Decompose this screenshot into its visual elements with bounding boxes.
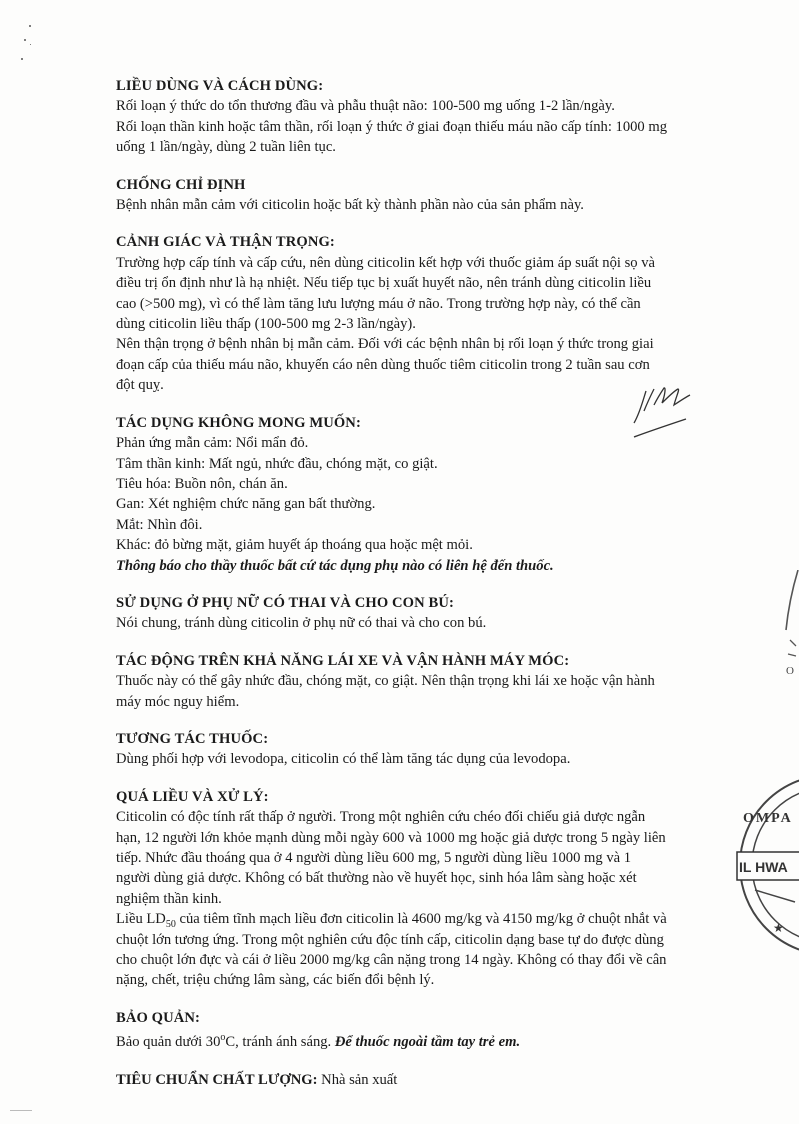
section-heading: CHỐNG CHỈ ĐỊNH <box>116 176 246 193</box>
text-line: máy móc nguy hiểm. <box>116 693 240 710</box>
stamp-star-icon: ★ <box>773 921 784 935</box>
pregnancy-section <box>116 593 728 634</box>
storage-emphasis: Để thuốc ngoài tầm tay trẻ em. <box>334 1034 521 1051</box>
text-line: Khác: đỏ bừng mặt, giảm huyết áp thoáng qua hoặc mệt mỏi. <box>116 537 473 554</box>
quality-line <box>116 1070 728 1090</box>
scan-speck <box>24 39 26 41</box>
text-line: Dùng phối hợp với levodopa, citicolin có thể làm tăng tác dụng của levodopa. <box>116 751 571 768</box>
dosage-section <box>116 76 728 158</box>
section-heading: CẢNH GIÁC VÀ THẬN TRỌNG: <box>116 234 335 251</box>
scan-speck <box>30 44 31 45</box>
text-line: uống 1 lần/ngày, dùng 2 tuần liên tục. <box>116 139 336 156</box>
text-line: cao (>500 mg), vì có thể làm tăng lưu lượng máu ở não. Trong trường hợp này, có thể cần <box>116 295 641 312</box>
text-line: điều trị ổn định như là hạ nhiệt. Nếu tiếp tục bị xuất huyết não, nên tránh dùng citicolin liều <box>116 275 652 292</box>
text-line: đột quỵ. <box>116 377 164 394</box>
text-line: cho chuột lớn đực và cái ở liều 2000 mg/kg cân nặng trong 14 ngày. Không có thay đổi về cân <box>116 952 667 969</box>
text-line: chuột lớn tương ứng. Trong một nghiên cứu độc tính cấp, citicolin dạng base tự do được dùng <box>116 931 664 948</box>
section-heading: TÁC ĐỘNG TRÊN KHẢ NĂNG LÁI XE VÀ VẬN HÀNH MÁY MÓC: <box>116 652 570 669</box>
scan-speck <box>21 58 23 60</box>
stamp-text-top: OMPA <box>743 811 793 826</box>
section-heading: TIÊU CHUẨN CHẤT LƯỢNG: <box>116 1071 318 1088</box>
text-line: đoạn cấp của thiếu máu não, khuyến cáo nên dùng thuốc tiêm citicolin trong 2 tuần sau cơn <box>116 356 650 373</box>
ld-subscript: 50 <box>165 919 176 931</box>
section-heading: TÁC DỤNG KHÔNG MONG MUỐN: <box>116 414 361 431</box>
degree-superscript: o <box>220 1032 226 1044</box>
text-line: Trường hợp cấp tính và cấp cứu, nên dùng citicolin kết hợp với thuốc giảm áp suất nội sọ và <box>116 254 655 271</box>
quality-text: Nhà sản xuất <box>317 1071 398 1088</box>
section-heading: SỬ DỤNG Ở PHỤ NỮ CÓ THAI VÀ CHO CON BÚ: <box>116 594 454 611</box>
section-heading: QUÁ LIỀU VÀ XỬ LÝ: <box>116 788 269 805</box>
text-line: hạn, 12 người lớn khỏe mạnh dùng mỗi ngày 600 và 1000 mg hoặc giả dược trong 5 ngày liên <box>116 829 666 846</box>
text-line: Rối loạn thần kinh hoặc tâm thần, rối loạn ý thức ở giai đoạn thiếu máu não cấp tính: 1000 mg <box>116 118 668 135</box>
interactions-section <box>116 729 728 770</box>
ld-suffix: của tiêm tĩnh mạch liều đơn citicolin là 4600 mg/kg và 4150 mg/kg ở chuột nhắt và <box>175 911 667 928</box>
text-line: Bệnh nhân mẫn cảm với citicolin hoặc bất kỳ thành phần nào của sản phẩm này. <box>116 197 584 214</box>
overdose-section <box>116 787 728 991</box>
text-line: Phản ứng mẫn cảm: Nổi mẩn đỏ. <box>116 435 309 452</box>
quality-section <box>116 1070 728 1090</box>
text-line: Nói chung, tránh dùng citicolin ở phụ nữ có thai và cho con bú. <box>116 615 487 632</box>
storage-suffix: C, tránh ánh sáng. <box>225 1034 335 1051</box>
storage-line <box>116 1028 728 1052</box>
leaflet-content <box>116 76 728 1107</box>
precautions-section <box>116 232 728 395</box>
driving-section <box>116 651 728 712</box>
side-effects-section <box>116 413 728 576</box>
text-line: Gan: Xét nghiệm chức năng gan bất thường. <box>116 496 376 513</box>
text-line: Tiêu hóa: Buồn nôn, chán ăn. <box>116 475 288 492</box>
contraindications-section <box>116 175 728 216</box>
text-line: dùng citicolin liều thấp (100-500 mg 2-3 lần/ngày). <box>116 316 416 333</box>
text-line: người dùng giả dược. Không có bất thường nào về huyết học, sinh hóa lâm sàng hoặc xét <box>116 870 637 887</box>
stamp-text-mid: IL HWA <box>739 859 788 875</box>
ld50-line <box>116 909 728 929</box>
section-heading: BẢO QUẢN: <box>116 1009 201 1026</box>
section-heading: LIỀU DÙNG VÀ CÁCH DÙNG: <box>116 78 324 94</box>
text-line: nặng, chết, triệu chứng lâm sàng, các biến đổi bệnh lý. <box>116 972 435 989</box>
text-line: tiếp. Nhức đầu thoáng qua ở 4 người dùng liều 600 mg, 5 người dùng liều 1000 mg và 1 <box>116 850 632 866</box>
partial-stamp-mark <box>770 570 799 690</box>
text-line: Thuốc này có thể gây nhức đầu, chóng mặt, co giật. Nên thận trọng khi lái xe hoặc vận hành <box>116 673 655 690</box>
ld-prefix: Liều LD <box>116 911 166 928</box>
text-line: nghiệm thần kinh. <box>116 890 222 907</box>
text-line: Mắt: Nhìn đôi. <box>116 516 203 533</box>
scan-speck <box>29 25 31 27</box>
company-stamp <box>735 770 799 970</box>
partial-stamp-text: O <box>786 665 794 677</box>
section-heading: TƯƠNG TÁC THUỐC: <box>116 730 269 747</box>
text-line: Tâm thần kinh: Mất ngủ, nhức đầu, chóng mặt, co giật. <box>116 455 438 472</box>
text-line: Rối loạn ý thức do tổn thương đầu và phẫu thuật não: 100-500 mg uống 1-2 lần/ngày. <box>116 98 615 115</box>
text-line: Citicolin có độc tính rất thấp ở người. Trong một nghiên cứu chéo đối chiếu giả dược ngẫn <box>116 809 646 826</box>
scan-speck <box>10 1110 32 1111</box>
side-effects-notice: Thông báo cho thầy thuốc bất cứ tác dụng phụ nào có liên hệ đến thuốc. <box>116 557 554 574</box>
storage-prefix: Bảo quản dưới 30 <box>116 1034 221 1051</box>
storage-section <box>116 1008 728 1053</box>
text-line: Nên thận trọng ở bệnh nhân bị mẫn cảm. Đối với các bệnh nhân bị rối loạn ý thức trong giai <box>116 336 654 353</box>
